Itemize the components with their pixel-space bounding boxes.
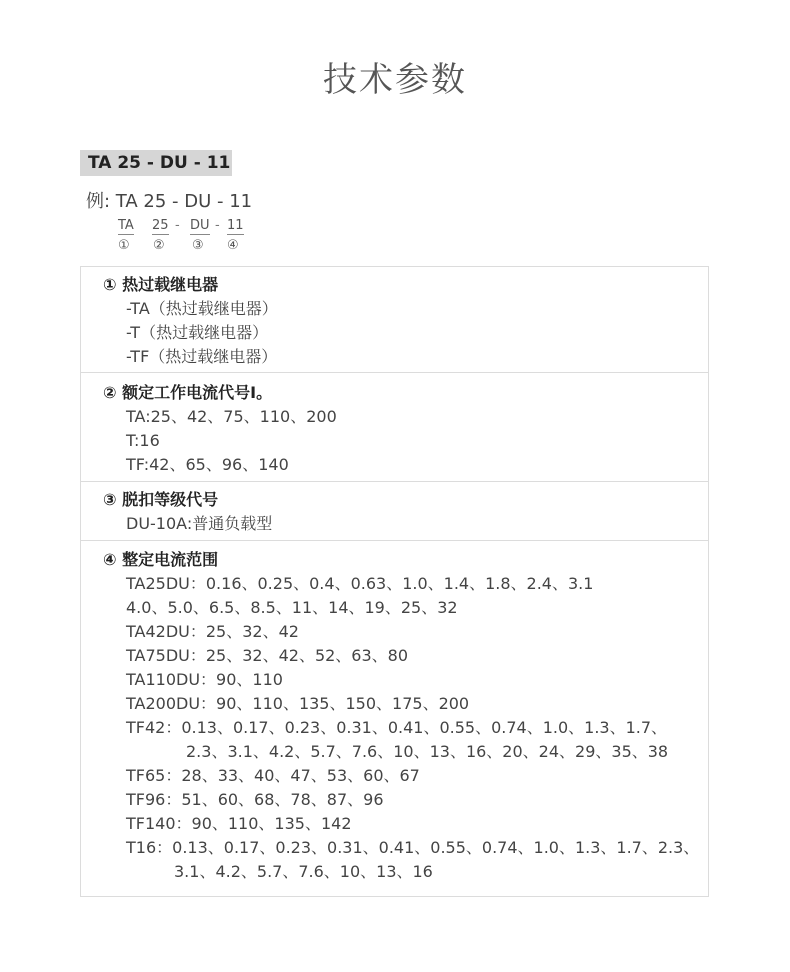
section-title: ④ 整定电流范围 bbox=[103, 550, 219, 569]
spec-line: TA75DU：25、32、42、52、63、80 bbox=[126, 646, 409, 665]
code-separator: - bbox=[215, 218, 220, 233]
spec-line: TA:25、42、75、110、200 bbox=[126, 407, 337, 426]
spec-line: T16：0.13、0.17、0.23、0.31、0.41、0.55、0.74、1.0、1.3、1.7、2.3、 bbox=[126, 838, 700, 857]
code-number-3: ③ bbox=[192, 238, 204, 253]
spec-section-rated-current bbox=[81, 373, 708, 482]
spec-line: TF96：51、60、68、78、87、96 bbox=[126, 790, 384, 809]
spec-line: DU-10A:普通负载型 bbox=[126, 514, 273, 533]
code-part-trip: DU bbox=[190, 218, 210, 233]
spec-line: -T（热过载继电器） bbox=[126, 323, 269, 342]
code-part-current: 25 bbox=[152, 218, 169, 233]
spec-line: T:16 bbox=[126, 431, 160, 450]
spec-line: TF65：28、33、40、47、53、60、67 bbox=[126, 766, 420, 785]
section-title: ① 热过载继电器 bbox=[103, 275, 219, 294]
spec-line: TA200DU：90、110、135、150、175、200 bbox=[126, 694, 470, 713]
spec-line: 4.0、5.0、6.5、8.5、11、14、19、25、32 bbox=[126, 598, 458, 617]
code-number-2: ② bbox=[153, 238, 165, 253]
section-title: ③ 脱扣等级代号 bbox=[103, 490, 219, 509]
spec-line: TA25DU：0.16、0.25、0.4、0.63、1.0、1.4、1.8、2.4、3.1 bbox=[126, 574, 594, 593]
code-separator: - bbox=[175, 218, 180, 233]
code-part-range: 11 bbox=[227, 218, 244, 233]
spec-section-relay-type bbox=[81, 267, 708, 373]
spec-line: TF:42、65、96、140 bbox=[126, 455, 289, 474]
code-number-4: ④ bbox=[227, 238, 239, 253]
example-label: 例: TA 25 - DU - 11 bbox=[86, 191, 253, 212]
spec-section-trip-class bbox=[81, 482, 708, 541]
spec-section-setting-range bbox=[81, 541, 708, 896]
section-title: ② 额定工作电流代号I。 bbox=[103, 383, 273, 402]
page-title: 技术参数 bbox=[323, 60, 467, 100]
model-badge: TA 25 - DU - 11 bbox=[80, 150, 232, 176]
spec-line: TA110DU：90、110 bbox=[126, 670, 283, 689]
spec-line: TF140：90、110、135、142 bbox=[126, 814, 352, 833]
code-number-1: ① bbox=[118, 238, 130, 253]
spec-line: 3.1、4.2、5.7、7.6、10、13、16 bbox=[174, 862, 433, 881]
spec-line: TF42：0.13、0.17、0.23、0.31、0.41、0.55、0.74、1.0、1.3、1.7、 bbox=[126, 718, 668, 737]
spec-line: 2.3、3.1、4.2、5.7、7.6、10、13、16、20、24、29、35、38 bbox=[186, 742, 669, 761]
spec-line: TA42DU：25、32、42 bbox=[126, 622, 299, 641]
code-part-series: TA bbox=[118, 218, 134, 233]
spec-line: -TF（热过载继电器） bbox=[126, 347, 278, 366]
spec-table bbox=[80, 266, 709, 897]
spec-line: -TA（热过载继电器） bbox=[126, 299, 278, 318]
